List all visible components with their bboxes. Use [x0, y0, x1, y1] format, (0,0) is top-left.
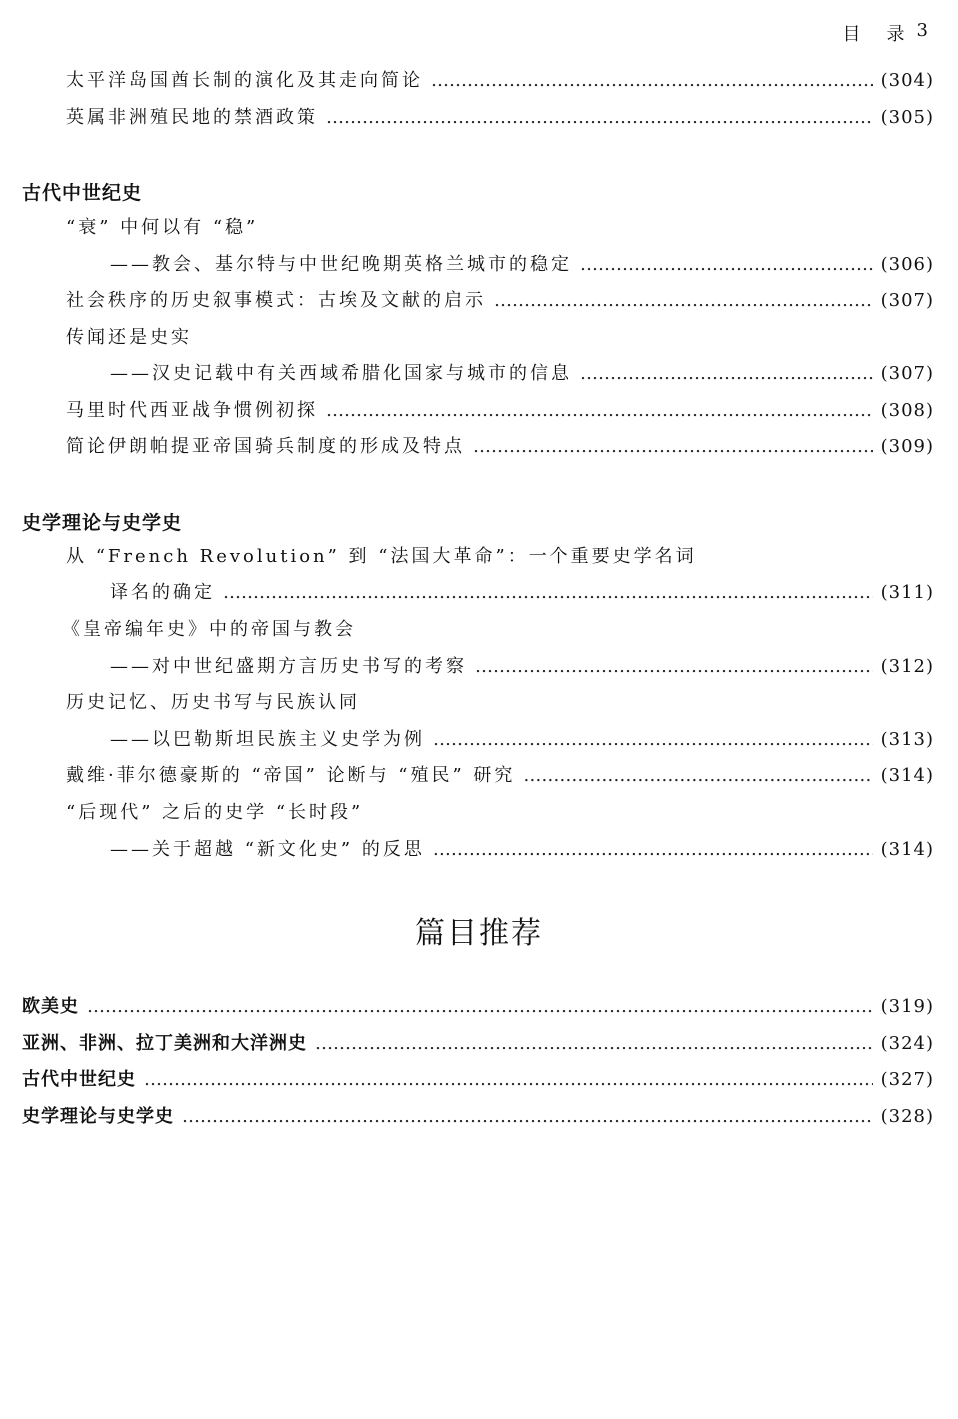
recommend-entry-title: 亚洲、非洲、拉丁美洲和大洋洲史 — [22, 1033, 307, 1054]
toc-entry[interactable] — [66, 286, 934, 316]
toc-entry-page: (312) — [880, 656, 934, 677]
section-heading: 史学理论与史学史 — [22, 512, 183, 534]
toc-entry — [66, 542, 934, 572]
leader-dots — [433, 725, 873, 755]
toc-entry-page: (313) — [880, 729, 934, 750]
toc-entry-page: (309) — [880, 436, 934, 457]
toc-entry-page: (306) — [880, 254, 934, 275]
recommend-entry[interactable] — [22, 1029, 934, 1059]
leader-dots — [315, 1029, 873, 1059]
toc-entry[interactable] — [110, 359, 934, 389]
toc-entry-page: (311) — [880, 582, 934, 603]
toc-entry-page: (305) — [880, 107, 934, 128]
toc-entry-subtitle: ——教会、基尔特与中世纪晚期英格兰城市的稳定 — [110, 254, 572, 275]
toc-entry-title: 马里时代西亚战争惯例初探 — [66, 400, 318, 421]
header-section-2: 录 — [886, 24, 907, 45]
leader-dots — [473, 432, 873, 462]
leader-dots — [580, 359, 873, 389]
leader-dots — [475, 652, 873, 682]
recommend-entry-page: (319) — [880, 996, 934, 1017]
toc-entry-subtitle: 译名的确定 — [110, 582, 215, 603]
leader-dots — [182, 1102, 873, 1132]
recommend-entry-page: (328) — [880, 1106, 934, 1127]
leader-dots — [144, 1065, 873, 1095]
toc-entry-title: 社会秩序的历史叙事模式：古埃及文献的启示 — [66, 290, 486, 311]
toc-entry-page: (308) — [880, 400, 934, 421]
toc-entry-title: “衰” 中何以有 “稳” — [66, 217, 259, 238]
toc-entry-page: (314) — [880, 765, 934, 786]
leader-dots — [494, 286, 873, 316]
toc-entry[interactable] — [110, 250, 934, 280]
leader-dots — [433, 835, 873, 865]
toc-entry-title: 太平洋岛国酋长制的演化及其走向简论 — [66, 70, 423, 91]
toc-entry-subtitle: ——汉史记载中有关西域希腊化国家与城市的信息 — [110, 363, 572, 384]
toc-entry — [66, 688, 934, 718]
leader-dots — [223, 578, 873, 608]
toc-entry-title: “后现代” 之后的史学 “长时段” — [66, 802, 364, 823]
toc-entry[interactable] — [66, 396, 934, 426]
toc-entry — [66, 323, 934, 353]
toc-entry[interactable] — [66, 761, 934, 791]
section-heading: 古代中世纪史 — [22, 182, 143, 204]
toc-entry-subtitle: ——以巴勒斯坦民族主义史学为例 — [110, 729, 425, 750]
toc-entry — [66, 798, 934, 828]
toc-entry — [62, 615, 934, 645]
toc-entry-title: 从 “French Revolution” 到 “法国大革命”：一个重要史学名词 — [66, 546, 697, 567]
toc-entry-page: (304) — [880, 70, 934, 91]
toc-entry-subtitle: ——关于超越 “新文化史” 的反思 — [110, 839, 425, 860]
leader-dots — [326, 103, 873, 133]
recommend-entry[interactable] — [22, 992, 934, 1022]
toc-entry-page: (307) — [880, 363, 934, 384]
toc-entry-title: 《皇帝编年史》中的帝国与教会 — [62, 619, 356, 640]
toc-entry[interactable] — [66, 66, 934, 96]
toc-entry — [66, 213, 934, 243]
toc-entry-page: (314) — [880, 839, 934, 860]
toc-entry-title: 传闻还是史实 — [66, 327, 192, 348]
recommend-title: 篇目推荐 — [415, 916, 543, 951]
toc-entry[interactable] — [110, 652, 934, 682]
toc-entry-subtitle: ——对中世纪盛期方言历史书写的考察 — [110, 656, 467, 677]
header-section: 目 — [842, 24, 863, 45]
toc-entry-title: 简论伊朗帕提亚帝国骑兵制度的形成及特点 — [66, 436, 465, 457]
toc-entry[interactable] — [110, 725, 934, 755]
toc-entry-page: (307) — [880, 290, 934, 311]
toc-entry[interactable] — [66, 432, 934, 462]
toc-entry-title: 历史记忆、历史书写与民族认同 — [66, 692, 360, 713]
toc-entry-title: 英属非洲殖民地的禁酒政策 — [66, 107, 318, 128]
leader-dots — [87, 992, 873, 1022]
recommend-entry-page: (327) — [880, 1069, 934, 1090]
leader-dots — [523, 761, 872, 791]
recommend-entry-title: 史学理论与史学史 — [22, 1106, 174, 1127]
header-page-number: 3 — [916, 20, 930, 41]
running-header — [843, 20, 930, 46]
leader-dots — [431, 66, 873, 96]
recommend-entry-title: 古代中世纪史 — [22, 1069, 136, 1090]
recommend-entry[interactable] — [22, 1102, 934, 1132]
leader-dots — [580, 250, 873, 280]
toc-entry-title: 戴维·菲尔德豪斯的 “帝国” 论断与 “殖民” 研究 — [66, 765, 516, 786]
recommend-entry[interactable] — [22, 1065, 934, 1095]
recommend-entry-title: 欧美史 — [22, 996, 79, 1017]
recommend-entry-page: (324) — [880, 1033, 934, 1054]
toc-entry[interactable] — [110, 835, 934, 865]
toc-entry[interactable] — [66, 103, 934, 133]
leader-dots — [326, 396, 873, 426]
toc-entry[interactable] — [110, 578, 934, 608]
